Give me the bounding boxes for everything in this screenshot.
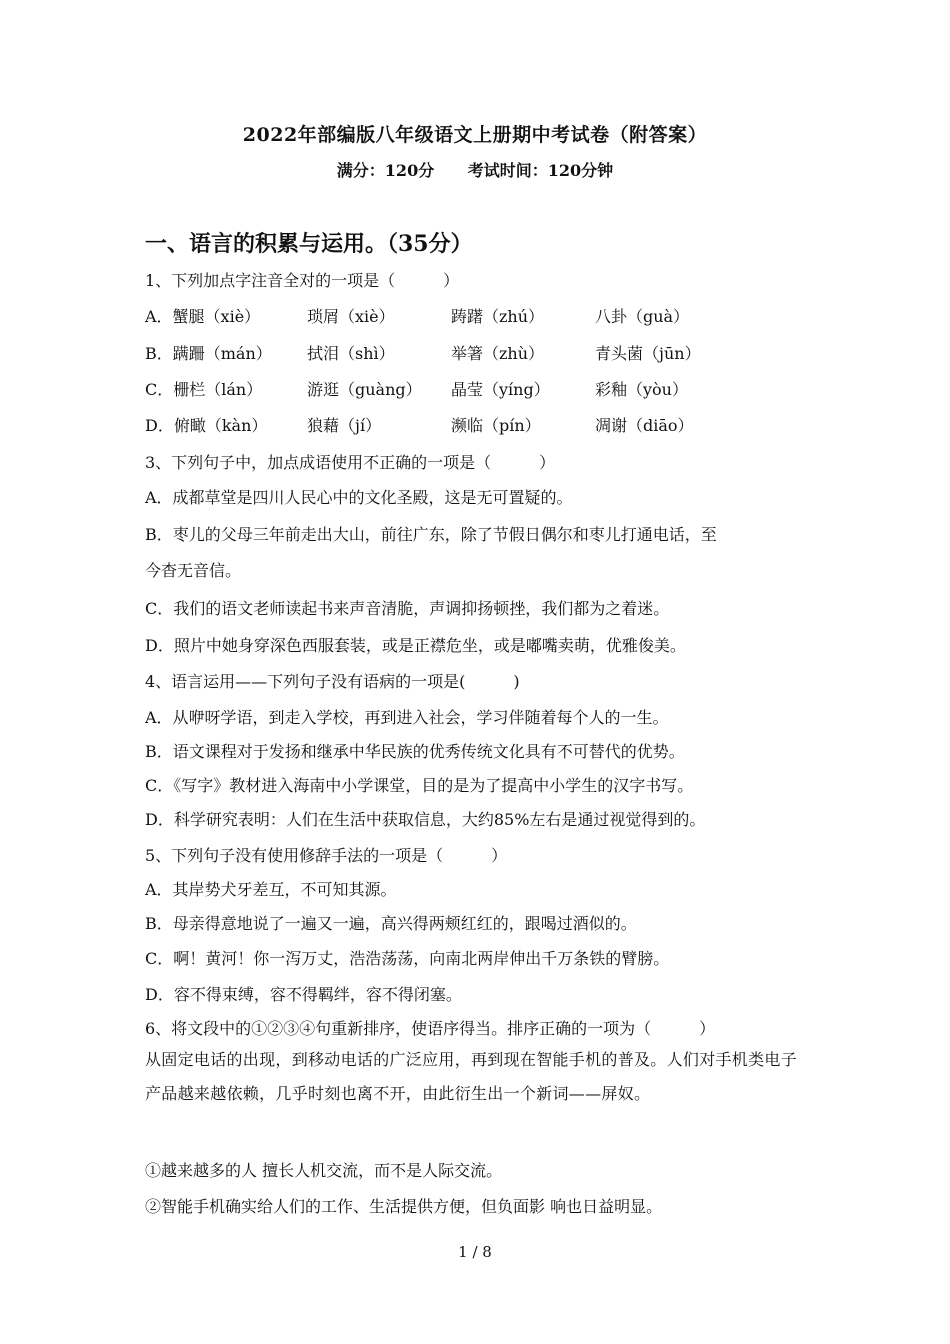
exam-time: 考试时间：120分钟 (467, 161, 614, 180)
option-cell: 琐屑（xiè） (307, 307, 395, 326)
option-cell: 濒临（pín） (451, 416, 541, 435)
question-5-stem: 5、下列句子没有使用修辞手法的一项是（ ） (145, 846, 508, 865)
option-cell: 八卦（guà） (595, 307, 690, 326)
question-3-option-b-cont: 今杳无音信。 (145, 561, 242, 580)
question-3-option-c: C．我们的语文老师读起书来声音清脆，声调抑扬顿挫，我们都为之着迷。 (145, 599, 670, 618)
question-5-option-c: C．啊！黄河！你一泻万丈，浩浩荡荡，向南北两岸伸出千万条铁的臂膀。 (145, 949, 670, 968)
option-cell: C．栅栏（lán） (145, 380, 263, 399)
question-6-sentence-1: ①越来越多的人 擅长人机交流，而不是人际交流。 (145, 1161, 503, 1180)
question-4-stem: 4、语言运用——下列句子没有语病的一项是( ) (145, 672, 520, 691)
option-cell: 青头菌（jūn） (595, 344, 701, 363)
question-6-passage: 从固定电话的出现，到移动电话的广泛应用，再到现在智能手机的普及。人们对手机类电子产品越来越依赖，几乎时刻也离不开，由此衍生出一个新词——屏奴。 (145, 1050, 798, 1103)
question-4-option-c: C．《写字》教材进入海南中小学课堂，目的是为了提高中小学生的汉字书写。 (145, 776, 694, 795)
exam-info (0, 158, 950, 181)
option-cell: B．蹒跚（mán） (145, 344, 272, 363)
option-cell: A．蟹腿（xiè） (145, 307, 261, 326)
question-4-option-b: B．语文课程对于发扬和继承中华民族的优秀传统文化具有不可替代的优势。 (145, 742, 685, 761)
page-number: 1 / 8 (458, 1243, 492, 1261)
question-3-option-d: D．照片中她身穿深色西服套装，或是正襟危坐，或是嘟嘴卖萌，优雅俊美。 (145, 636, 686, 655)
option-cell: D．俯瞰（kàn） (145, 416, 268, 435)
option-cell: 拭泪（shì） (307, 344, 395, 363)
question-6-sentence-2: ②智能手机确实给人们的工作、生活提供方便，但负面影 响也日益明显。 (145, 1197, 663, 1216)
document-title: 2022年部编版八年级语文上册期中考试卷（附答案） (242, 124, 708, 146)
question-5-option-a: A．其岸势犬牙差互，不可知其源。 (145, 880, 397, 899)
option-cell: 踌躇（zhú） (451, 307, 545, 326)
question-3-option-a: A．成都草堂是四川人民心中的文化圣殿，这是无可置疑的。 (145, 488, 573, 507)
question-6-stem: 6、将文段中的①②③④句重新排序，使语序得当。排序正确的一项为（ ） (145, 1019, 716, 1038)
question-3-stem: 3、下列句子中，加点成语使用不正确的一项是（ ） (145, 453, 556, 472)
question-3-option-b: B．枣儿的父母三年前走出大山，前往广东，除了节假日偶尔和枣儿打通电话，至 (145, 525, 717, 544)
question-5-option-b: B．母亲得意地说了一遍又一遍，高兴得两颊红红的，跟喝过酒似的。 (145, 914, 637, 933)
question-4-option-d: D．科学研究表明：人们在生活中获取信息，大约85%左右是通过视觉得到的。 (145, 810, 706, 829)
option-cell: 彩釉（yòu） (595, 380, 688, 399)
option-cell: 晶莹（yíng） (451, 380, 550, 399)
full-score: 满分：120分 (336, 161, 435, 180)
option-cell: 狼藉（jí） (307, 416, 382, 435)
option-cell: 游逛（guàng） (307, 380, 422, 399)
option-cell: 举箸（zhù） (451, 344, 545, 363)
question-5-option-d: D．容不得束缚，容不得羁绊，容不得闭塞。 (145, 985, 462, 1004)
question-1-stem: 1、下列加点字注音全对的一项是（ ） (145, 271, 460, 290)
option-cell: 凋谢（diāo） (595, 416, 694, 435)
section-heading: 一、语言的积累与运用。（35分） (145, 231, 473, 257)
question-4-option-a: A．从咿呀学语，到走入学校，再到进入社会，学习伴随着每个人的一生。 (145, 708, 669, 727)
